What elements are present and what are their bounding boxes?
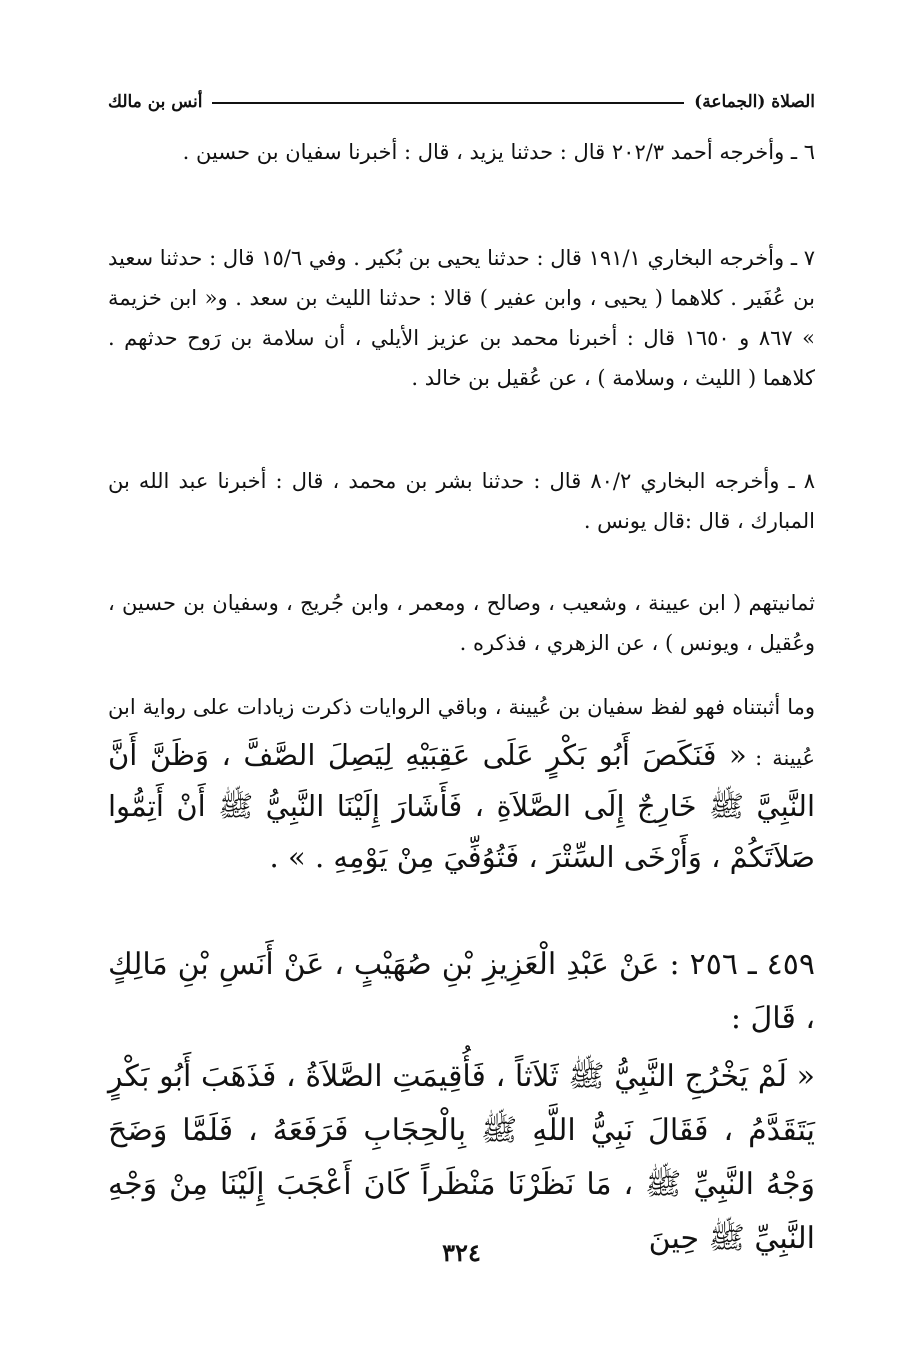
hadith-heading: ٤٥٩ ـ ٢٥٦ : عَنْ عَبْدِ الْعَزِيزِ بْنِ صُهَيْبٍ ، عَنْ أَنَسِ بْنِ مَالِكٍ ، قَالَ : [108, 947, 815, 1036]
hadith-text: « لَمْ يَخْرُجِ النَّبِيُّ ﷺ ثَلاَثاً ، فَأُقِيمَتِ الصَّلاَةُ ، فَذَهَبَ أَبُو بَكْرٍ يَتَقَدَّمُ ، فَقَالَ نَبِيُّ اللَّهِ ﷺ بِالْحِجَابِ فَرَفَعَهُ ، فَلَمَّا وَضَحَ وَجْهُ النَّبِيِّ ﷺ ، مَا نَظَرْنَا مَنْظَراً كَانَ أَعْجَبَ إِلَيْنَا مِنْ وَجْهِ النَّبِيِّ ﷺ حِينَ [108, 1059, 815, 1256]
additions-intro: وما أثبتناه فهو لفظ سفيان بن عُيينة ، وباقي الروايات ذكرت زيادات على رواية ابن عُيينة : [108, 695, 815, 770]
header-narrator-title: أنس بن مالك [108, 92, 203, 112]
running-header [108, 92, 815, 112]
footnote-8: ٨ ـ وأخرجه البخاري ٨٠/٢ قال : حدثنا بشر بن محمد ، قال : أخبرنا عبد الله بن المبارك ، قال :قال يونس . [108, 469, 815, 533]
footnote-additions [108, 686, 815, 885]
footnote-7: ٧ ـ وأخرجه البخاري ١٩١/١ قال : حدثنا يحيى بن بُكير . وفي ١٥/٦ قال : حدثنا سعيد بن عُفَير . كلاهما ( يحيى ، وابن عفير ) قالا : حدثنا الليث بن سعد . و« ابن خزيمة » ٨٦٧ و ١٦٥٠ قال : أخبرنا محمد بن عزيز الأيلي ، أن سلامة بن رَوح حدثهم . كلاهما ( الليث ، وسلامة ) ، عن عُقيل بن خالد . [108, 246, 815, 390]
footnote-summary: ثمانيتهم ( ابن عيينة ، وشعيب ، وصالح ، ومعمر ، وابن جُريج ، وسفيان بن حسين ، وعُقيل ، ويونس ) ، عن الزهري ، فذكره . [108, 591, 815, 655]
header-rule [212, 102, 684, 104]
additions-quote: « فَنَكَصَ أَبُو بَكْرٍ عَلَى عَقِبَيْهِ لِيَصِلَ الصَّفَّ ، وَظَنَّ أَنَّ النَّبِيَّ ﷺ خَارِجٌ إِلَى الصَّلاَةِ ، فَأَشَارَ إِلَيْنَا النَّبِيُّ ﷺ أَنْ أَتِمُّوا صَلاَتَكُمْ ، وَأَرْخَى السِّتْرَ ، فَتُوُفِّيَ مِنْ يَوْمِهِ . » . [108, 738, 815, 874]
page-number: ٣٢٤ [442, 1238, 481, 1267]
header-chapter-title: الصلاة (الجماعة) [694, 92, 815, 112]
footnote-6: ٦ ـ وأخرجه أحمد ٢٠٢/٣ قال : حدثنا يزيد ، قال : أخبرنا سفيان بن حسين . [182, 140, 815, 164]
